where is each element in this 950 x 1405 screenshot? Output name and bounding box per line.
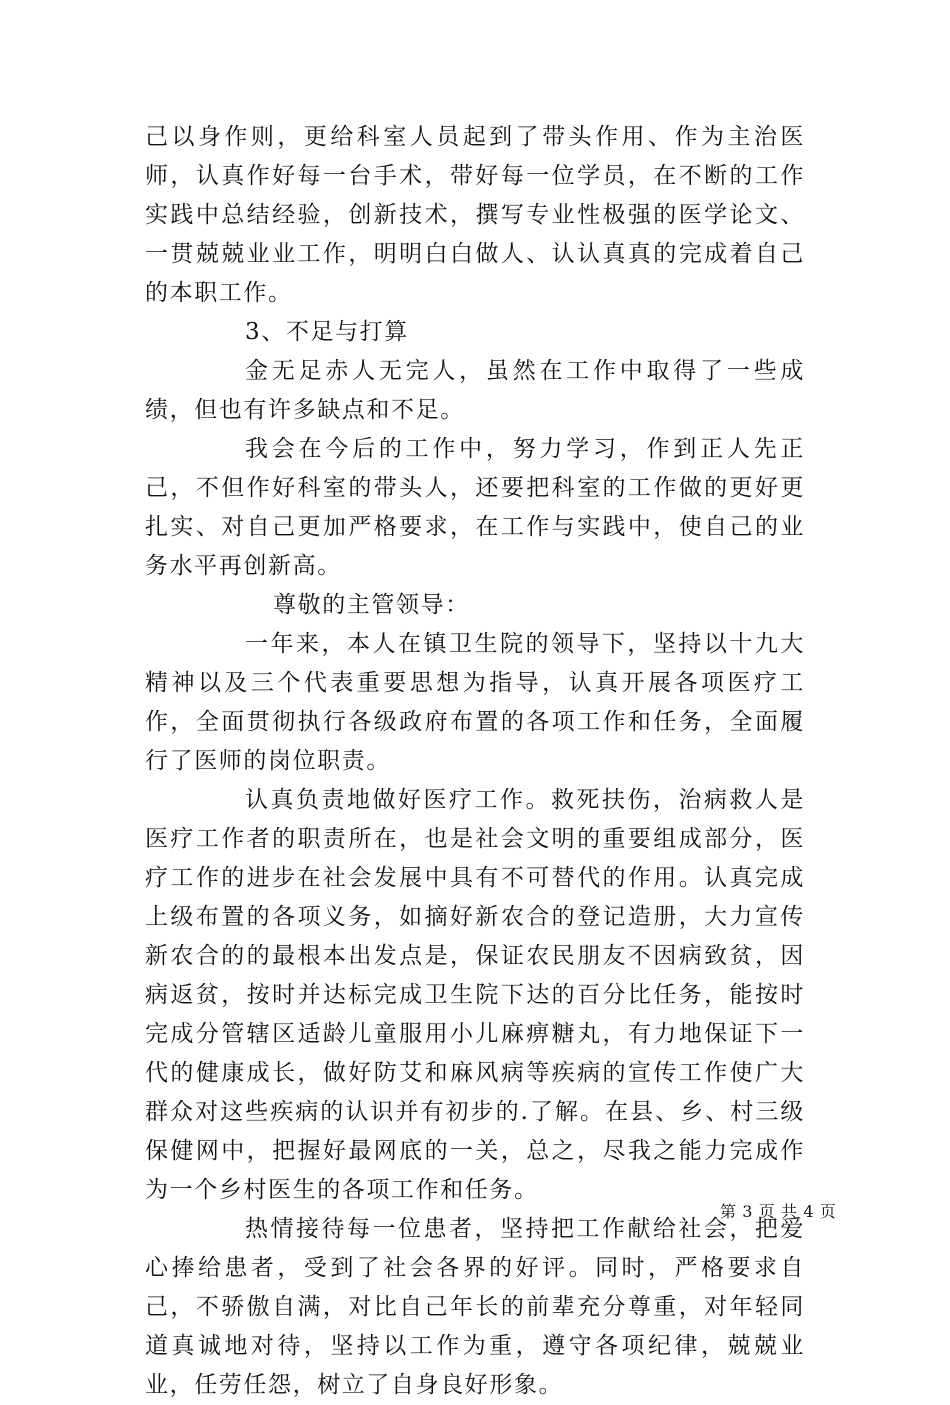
page-number: 第 3 页 共 4 页	[720, 1202, 837, 1221]
salutation: 尊敬的主管领导：	[273, 592, 470, 618]
section-heading-shortcomings: 3、不足与打算	[245, 319, 409, 345]
paragraph-medical-work: 认真负责地做好医疗工作。救死扶伤，治病救人是医疗工作者的职责所在，也是社会文明的重要组成部分，医疗工作的进步在社会发展中具有不可替代的作用。认真完成上级布置的各项义务，如摘好新农合的登记造册，大力宣传新农合的的最根本出发点是，保证农民朋友不因病致贫，因病返贫，按时并达标完成卫生院下达的百分比任务，能按时完成分管辖区适龄儿童服用小儿麻痹糖丸，有力地保证下一代的健康成长，做好防艾和麻风病等疾病的宣传工作使广大群众对这些疾病的认识并有初步的.了解。在县、乡、村三级保健网中，把握好最网底的一关，总之，尽我之能力完成作为一个乡村医生的各项工作和任务。	[145, 787, 805, 1203]
paragraph-continuation: 己以身作则，更给科室人员起到了带头作用、作为主治医师，认真作好每一台手术，带好每一位学员，在不断的工作实践中总结经验，创新技术，撰写专业性极强的医学论文、一贯兢兢业业工作，明明白白做人、认认真真的完成着自己的本职工作。	[145, 124, 805, 306]
paragraph-patient-care: 热情接待每一位患者，坚持把工作献给社会，把爱心捧给患者，受到了社会各界的好评。同时，严格要求自己，不骄傲自满，对比自己年长的前辈充分尊重，对年轻同道真诚地对待，坚持以工作为重，遵守各项纪律，兢兢业业，任劳任怨，树立了自身良好形象。	[145, 1216, 805, 1398]
paragraph-shortcomings: 金无足赤人无完人，虽然在工作中取得了一些成绩，但也有许多缺点和不足。	[145, 358, 805, 423]
paragraph-year-summary: 一年来，本人在镇卫生院的领导下，坚持以十九大精神以及三个代表重要思想为指导，认真开展各项医疗工作，全面贯彻执行各级政府布置的各项工作和任务，全面履行了医师的岗位职责。	[145, 631, 805, 774]
document-body	[145, 118, 805, 1405]
paragraph-plans: 我会在今后的工作中，努力学习，作到正人先正己，不但作好科室的带头人，还要把科室的工作做的更好更扎实、对自己更加严格要求，在工作与实践中，使自己的业务水平再创新高。	[145, 436, 805, 579]
